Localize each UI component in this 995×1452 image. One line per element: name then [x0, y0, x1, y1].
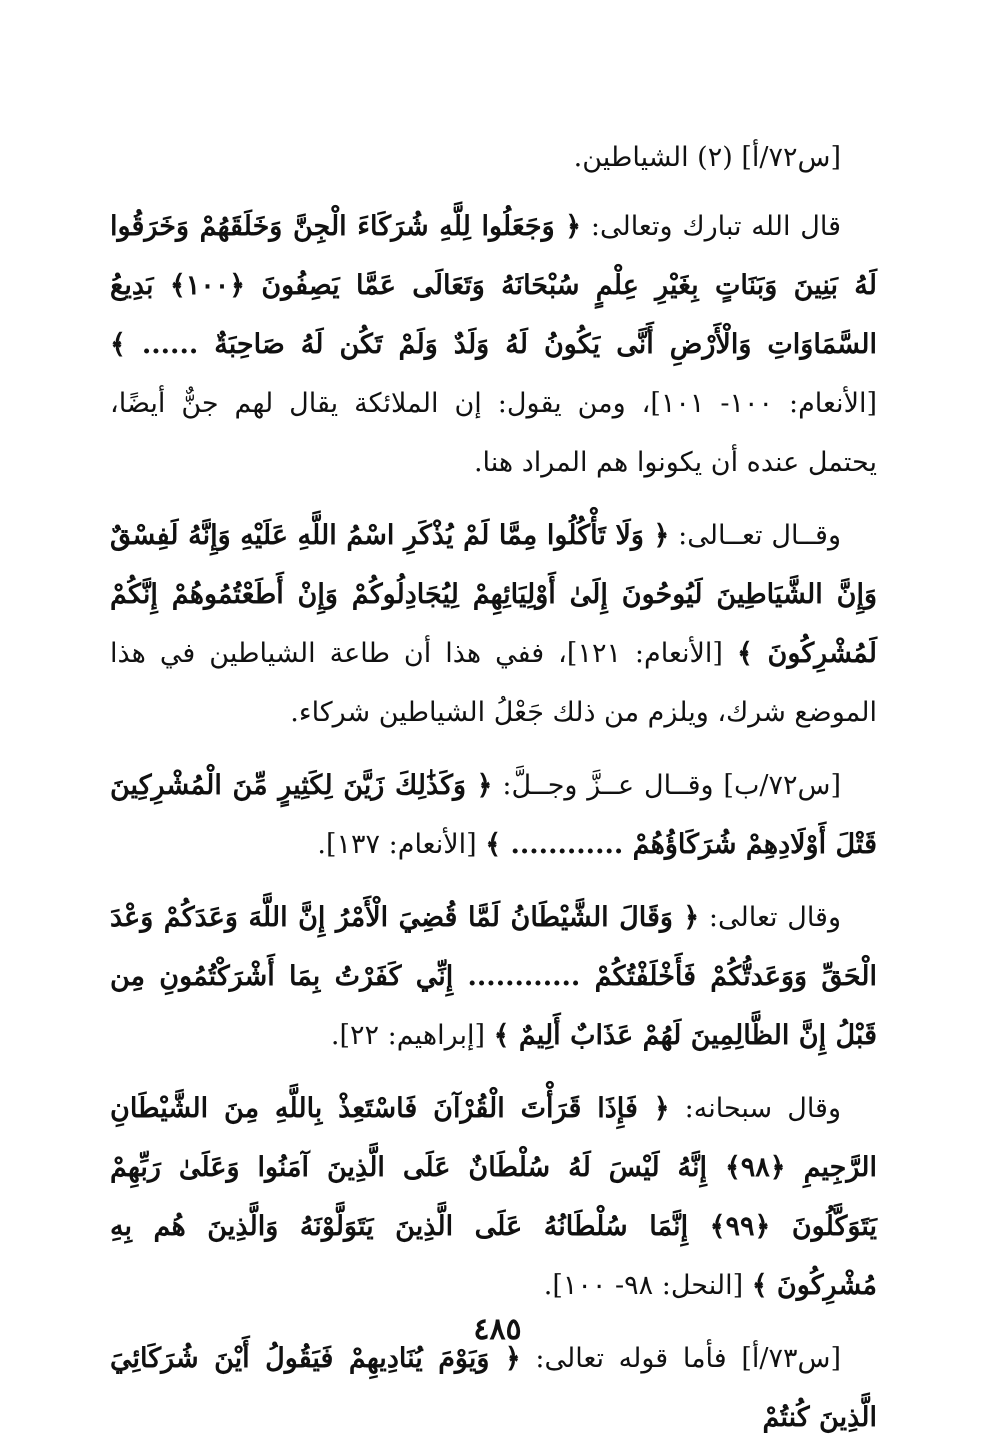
paragraph-text: [الأنعام: ١٠٠- ١٠١]، ومن يقول: إن الملائكة يقال لهم جنٌّ أيضًا، يحتمل عنده أن يكونوا هم المراد هنا.: [110, 388, 878, 478]
paragraph-text: وقــال تعــالى:: [669, 520, 841, 551]
page-number: ٤٨٥: [473, 1312, 522, 1347]
paragraph-text: [الأنعام: ١٣٧].: [317, 829, 486, 860]
paragraph-section-heading: [110, 128, 877, 187]
paragraph-text: [إبراهيم: ٢٢].: [330, 1020, 494, 1051]
paragraph-text: قال الله تبارك وتعالى:: [581, 211, 842, 242]
paragraph-nahl-98: [110, 1079, 877, 1315]
paragraph-text: [النحل: ٩٨- ١٠٠].: [543, 1270, 752, 1301]
paragraph-text: وقال تعالى:: [699, 902, 841, 933]
page-body: [110, 128, 877, 1447]
paragraph-ibrahim-22: [110, 888, 877, 1065]
quran-verse: ﴿ وَقَالَ الشَّيْطَانُ لَمَّا قُضِيَ الْأَمْرُ إِنَّ اللَّهَ وَعَدَكُمْ وَعْدَ الْحَقِّ وَوَعَدتُّكُمْ فَأَخْلَفْتُكُمْ ............ إِنِّي كَفَرْتُ بِمَا أَشْرَكْتُمُونِ مِن قَبْلُ إِنَّ الظَّالِمِينَ لَهُمْ عَذَابٌ أَلِيمٌ ﴾: [110, 902, 877, 1051]
paragraph-text: [الأنعام: ١٢١]، ففي هذا أن طاعة الشياطين في هذا الموضع شرك، ويلزم من ذلك جَعْلُ الشياطين شركاء.: [110, 638, 877, 728]
paragraph-anam-121: [110, 506, 877, 742]
quran-verse: ﴿ وَكَذَٰلِكَ زَيَّنَ لِكَثِيرٍ مِّنَ الْمُشْرِكِينَ قَتْلَ أَوْلَادِهِمْ شُرَكَاؤُهُمْ ............ ﴾: [110, 770, 877, 860]
paragraph-text: [س٧٢/ب] وقــال عــزَّ وجــلَّ:: [492, 770, 841, 801]
paragraph-text: [س٧٢/أ] (٢) الشياطين.: [573, 142, 841, 173]
quran-verse: ﴿ وَيَوْمَ يُنَادِيهِمْ فَيَقُولُ أَيْنَ شُرَكَائِيَ الَّذِينَ كُنتُمْ: [110, 1343, 877, 1433]
quran-verse: ﴿ وَلَا تَأْكُلُوا مِمَّا لَمْ يُذْكَرِ اسْمُ اللَّهِ عَلَيْهِ وَإِنَّهُ لَفِسْقٌ وَإِنَّ الشَّيَاطِينَ لَيُوحُونَ إِلَىٰ أَوْلِيَائِهِمْ لِيُجَادِلُوكُمْ وَإِنْ أَطَعْتُمُوهُمْ إِنَّكُمْ لَمُشْرِكُونَ ﴾: [110, 520, 878, 669]
paragraph-anam-137: [110, 756, 877, 874]
paragraph-text: [س٧٣/أ] فأما قوله تعالى:: [520, 1343, 841, 1374]
paragraph-text: وقال سبحانه:: [669, 1093, 842, 1124]
quran-verse: ﴿ وَجَعَلُوا لِلَّهِ شُرَكَاءَ الْجِنَّ وَخَلَقَهُمْ وَخَرَقُوا لَهُ بَنِينَ وَبَنَاتٍ بِغَيْرِ عِلْمٍ سُبْحَانَهُ وَتَعَالَى عَمَّا يَصِفُونَ ﴿١٠٠﴾ بَدِيعُ السَّمَاوَاتِ وَالْأَرْضِ أَنَّى يَكُونُ لَهُ وَلَدٌ وَلَمْ تَكُن لَهُ صَاحِبَةٌ ...... ﴾: [110, 211, 877, 360]
paragraph-anam-100: [110, 197, 877, 492]
quran-verse: ﴿ فَإِذَا قَرَأْتَ الْقُرْآنَ فَاسْتَعِذْ بِاللَّهِ مِنَ الشَّيْطَانِ الرَّجِيمِ ﴿٩٨﴾ إِنَّهُ لَيْسَ لَهُ سُلْطَانٌ عَلَى الَّذِينَ آمَنُوا وَعَلَىٰ رَبِّهِمْ يَتَوَكَّلُونَ ﴿٩٩﴾ إِنَّمَا سُلْطَانُهُ عَلَى الَّذِينَ يَتَوَلَّوْنَهُ وَالَّذِينَ هُم بِهِ مُشْرِكُونَ ﴾: [110, 1093, 877, 1301]
